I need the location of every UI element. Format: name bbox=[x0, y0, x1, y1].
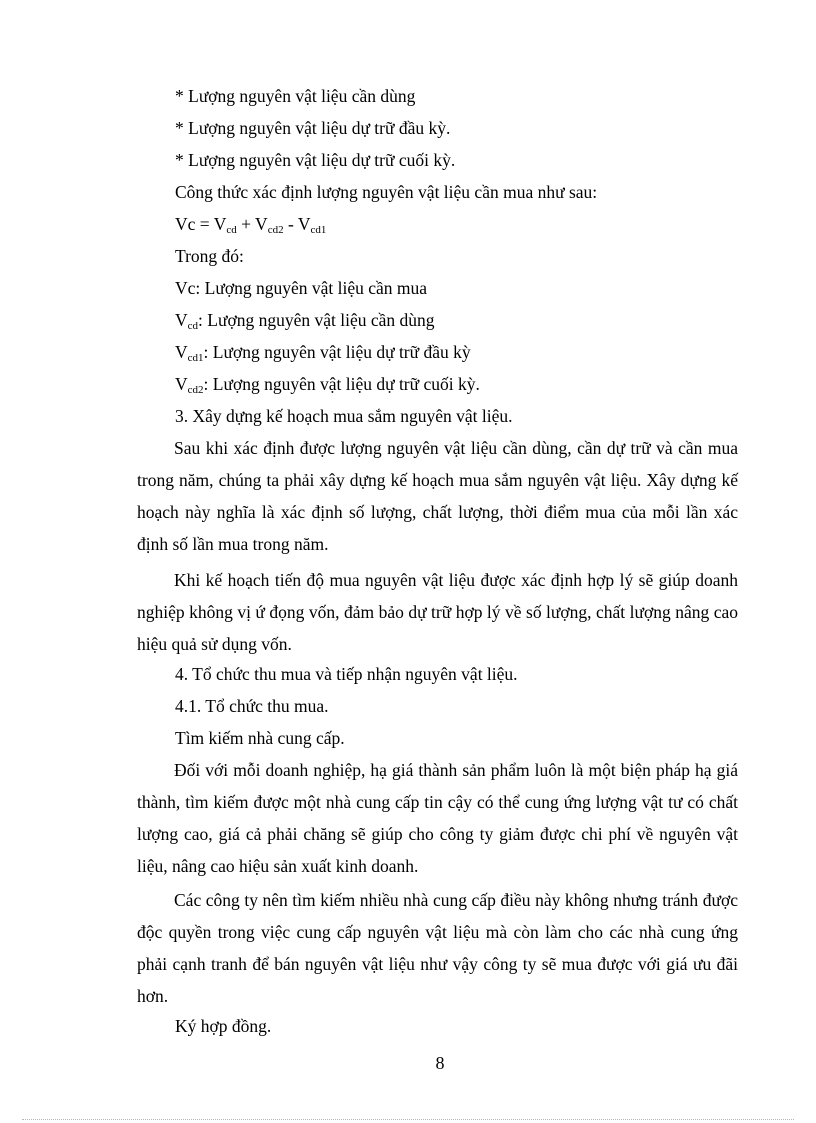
definition-vcd2-text: : Lượng nguyên vật liệu dự trữ cuối kỳ. bbox=[203, 374, 480, 394]
definition-vcd-subscript: cd bbox=[187, 320, 199, 332]
page-number: 8 bbox=[435, 1053, 445, 1073]
bullet-opening-reserve: * Lượng nguyên vật liệu dự trữ đầu kỳ. bbox=[175, 118, 451, 138]
definition-vcd1-text: : Lượng nguyên vật liệu dự trữ đầu kỳ bbox=[203, 342, 471, 362]
definition-vcd2-symbol: V bbox=[175, 374, 188, 394]
definition-vcd2-subscript: cd2 bbox=[187, 384, 204, 396]
formula-sub-cd: cd bbox=[226, 224, 237, 236]
paragraph-schedule: Khi kế hoạch tiến độ mua nguyên vật liệu được xác định hợp lý sẽ giúp doanh nghiệp không vị ứ đọng vốn, đảm bảo dự trữ hợp lý về số lượng, chất lượng nâng cao hiệu quả sử dụng vốn. bbox=[137, 570, 738, 654]
heading-section-4-1: 4.1. Tổ chức thu mua. bbox=[175, 696, 329, 716]
paragraph-cost-reduction: Đối với mỗi doanh nghiệp, hạ giá thành sản phẩm luôn là một biện pháp hạ giá thành, tìm kiếm được một nhà cung cấp tin cậy có thể cung ứng lượng vật tư có chất lượng cao, giá cả phải chăng sẽ giúp cho công ty giảm được chi phí về nguyên vật liệu, nâng cao hiệu sản xuất kinh doanh. bbox=[137, 760, 738, 876]
bullet-closing-reserve: * Lượng nguyên vật liệu dự trữ cuối kỳ. bbox=[175, 150, 456, 170]
bullet-required-quantity: * Lượng nguyên vật liệu cần dùng bbox=[175, 86, 416, 106]
formula-intro: Công thức xác định lượng nguyên vật liệu cần mua như sau: bbox=[175, 182, 598, 202]
heading-section-3: 3. Xây dựng kế hoạch mua sắm nguyên vật liệu. bbox=[175, 406, 513, 426]
definition-vcd2 bbox=[175, 374, 480, 394]
paragraph-multiple-suppliers: Các công ty nên tìm kiếm nhiều nhà cung cấp điều này không nhưng tránh được độc quyền trong việc cung cấp nguyên vật liệu mà còn làm cho các nhà cung ứng phải cạnh tranh để bán nguyên vật liệu như vậy công ty sẽ mua được với giá ưu đãi hơn. bbox=[137, 890, 738, 1006]
definition-vcd bbox=[175, 310, 435, 330]
formula-lhs: Vc = V bbox=[175, 214, 227, 234]
definition-vcd1-subscript: cd1 bbox=[187, 352, 204, 364]
page-bottom-divider bbox=[22, 1119, 794, 1120]
definition-vcd-text: : Lượng nguyên vật liệu cần dùng bbox=[198, 310, 435, 330]
formula-sub-cd1: cd1 bbox=[310, 224, 327, 236]
heading-section-4: 4. Tổ chức thu mua và tiếp nhận nguyên vật liệu. bbox=[175, 664, 518, 684]
subheading-find-supplier: Tìm kiếm nhà cung cấp. bbox=[175, 728, 345, 748]
formula-minus: - V bbox=[283, 214, 311, 234]
where-label: Trong đó: bbox=[175, 246, 244, 266]
definition-vc: Vc: Lượng nguyên vật liệu cần mua bbox=[175, 278, 427, 298]
definition-vcd-symbol: V bbox=[175, 310, 188, 330]
paragraph-purchase-plan: Sau khi xác định được lượng nguyên vật liệu cần dùng, cần dự trữ và cần mua trong năm, chúng ta phải xây dựng kế hoạch mua sắm nguyên vật liệu. Xây dựng kế hoạch này nghĩa là xác định số lượng, chất lượng, thời điểm mua của mỗi lần xác định số lần mua trong năm. bbox=[137, 438, 738, 554]
formula-sub-cd2: cd2 bbox=[267, 224, 284, 236]
formula-line bbox=[175, 214, 326, 234]
definition-vcd1 bbox=[175, 342, 471, 362]
formula-plus: + V bbox=[236, 214, 268, 234]
definition-vcd1-symbol: V bbox=[175, 342, 188, 362]
subheading-sign-contract: Ký hợp đồng. bbox=[175, 1016, 272, 1036]
